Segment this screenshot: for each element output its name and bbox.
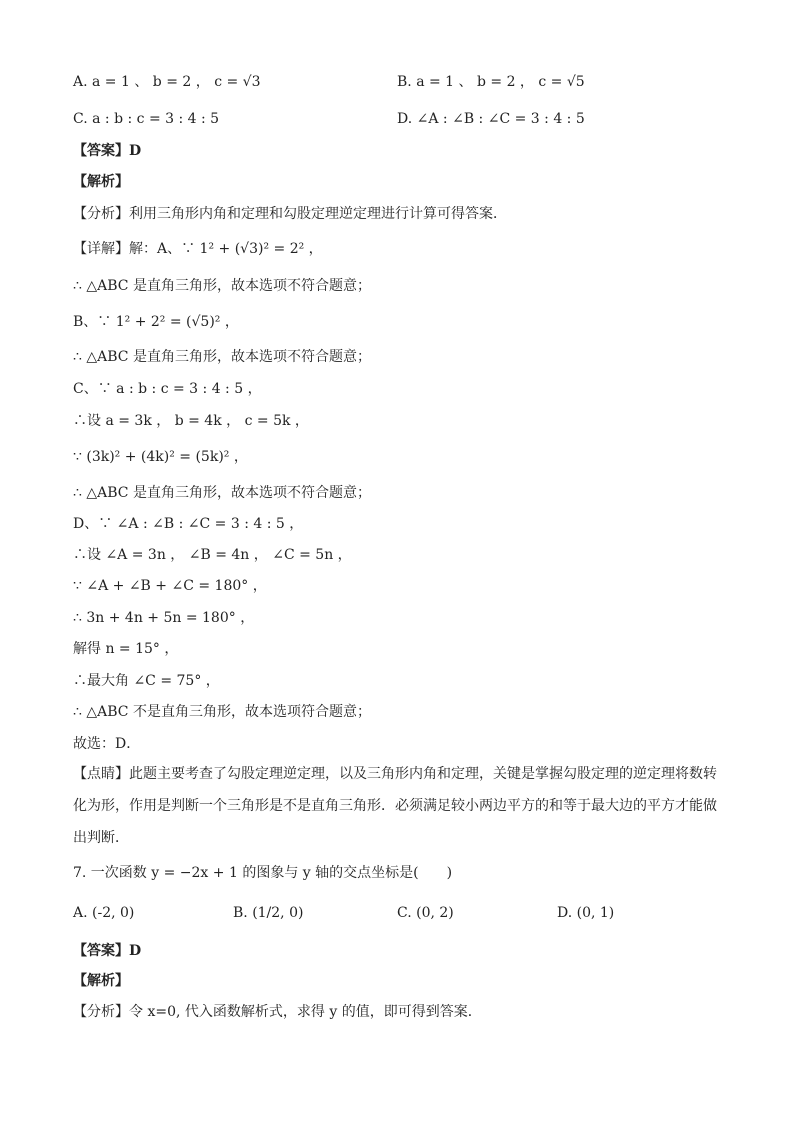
analysis-summary: 【分析】令 x=0, 代入函数解析式，求得 y 的值，即可得到答案． (73, 1004, 482, 1020)
solution-line: D、∵ ∠A : ∠B : ∠C = 3 : 4 : 5 ， (73, 516, 304, 532)
solution-line: 解得 n = 15° ， (73, 641, 179, 657)
solution-line: ∴ 3n + 4n + 5n = 180° ， (73, 610, 255, 626)
solution-line: C、∵ a : b : c = 3 : 4 : 5 ， (73, 381, 262, 397)
solution-line: ∵ (3k)² + (4k)² = (5k)² ， (73, 449, 248, 465)
solution-line: ∴最大角 ∠C = 75° ， (73, 673, 220, 689)
analysis-summary: 【分析】利用三角形内角和定理和勾股定理逆定理进行计算可得答案． (73, 206, 507, 222)
solution-line: ∴设 ∠A = 3n ， ∠B = 4n ， ∠C = 5n ， (73, 547, 352, 563)
option-d: D. (0, 1) (557, 905, 615, 921)
solution-line: ∴ △ABC 是直角三角形，故本选项不符合题意； (73, 278, 371, 294)
analysis-label: 【解析】 (73, 174, 129, 190)
solution-line: B、∵ 1² + 2² = (√5)² ， (73, 314, 239, 330)
key-point-note: 【点睛】此题主要考查了勾股定理逆定理，以及三角形内角和定理，关键是掌握勾股定理的逆定理将数转化为形，作用是判断一个三角形是不是直角三角形．必须满足较小两边平方的和等于最大边的平方才能做出判断． (73, 766, 717, 846)
answer-label: 【答案】D (73, 943, 142, 959)
option-d: D. ∠A : ∠B : ∠C = 3 : 4 : 5 (397, 111, 585, 127)
option-a: A. (-2, 0) (73, 905, 135, 921)
option-c: C. a : b : c = 3 : 4 : 5 (73, 111, 220, 127)
option-b: B. (1/2, 0) (233, 905, 304, 921)
answer-label: 【答案】D (73, 143, 142, 159)
analysis-label: 【解析】 (73, 973, 129, 989)
solution-line: 故选：D． (73, 736, 141, 752)
option-b: B. a = 1 、 b = 2 ， c = √5 (397, 74, 585, 90)
solution-line: 【详解】解：A、∵ 1² + (√3)² = 2² ， (73, 241, 323, 257)
solution-line: ∴ △ABC 是直角三角形，故本选项不符合题意； (73, 349, 371, 365)
solution-line: ∴设 a = 3k ， b = 4k ， c = 5k ， (73, 413, 309, 429)
solution-line: ∴ △ABC 不是直角三角形，故本选项符合题意； (73, 704, 371, 720)
solution-line: ∴ △ABC 是直角三角形，故本选项不符合题意； (73, 485, 371, 501)
question-7-stem: 7. 一次函数 y = −2x + 1 的图象与 y 轴的交点坐标是( ) (73, 865, 453, 881)
option-a: A. a = 1 、 b = 2 ， c = √3 (73, 74, 261, 90)
option-c: C. (0, 2) (397, 905, 454, 921)
solution-line: ∵ ∠A + ∠B + ∠C = 180° ， (73, 578, 267, 594)
